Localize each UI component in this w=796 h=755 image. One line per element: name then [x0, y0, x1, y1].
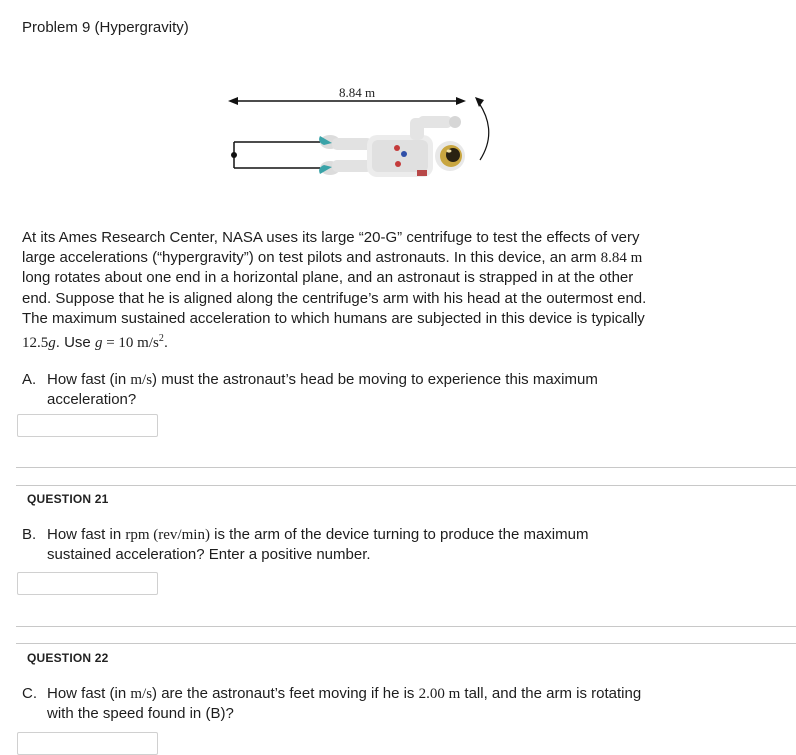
- problem-title: [22, 19, 189, 36]
- statement-line-1: At its Ames Research Center, NASA uses its large “20-G” centrifuge to test the effects of very: [22, 229, 640, 246]
- question-b-line-1-post: is the arm of the device turning to produce the maximum: [209, 526, 589, 543]
- question-b-letter: B.: [22, 526, 37, 543]
- question-b-text: [47, 525, 727, 565]
- statement-line-2: [22, 248, 692, 268]
- problem-statement: [22, 228, 692, 353]
- question-c-unit: m/s: [130, 686, 153, 702]
- question-c-line-1-post: tall, and the arm is rotating: [460, 685, 642, 702]
- rotation-arc: [479, 103, 489, 160]
- pivot-point: [231, 152, 237, 158]
- g-unit-exponent: 2: [158, 333, 164, 345]
- divider-1: [16, 467, 796, 468]
- arm-length-label: 8.84 m: [338, 85, 376, 100]
- arm-length-value: 8.84 m: [600, 250, 643, 267]
- centrifuge-diagram: [222, 80, 502, 190]
- statement-line-6-mid: . Use: [55, 334, 95, 352]
- answer-a-input[interactable]: [17, 414, 158, 437]
- statement-line-6: [22, 329, 692, 353]
- problem-name: (Hypergravity): [94, 19, 189, 36]
- problem-prefix: Problem: [22, 19, 83, 36]
- question-c-line-2: with the speed found in (B)?: [47, 705, 234, 722]
- question-b-line-1: [47, 525, 727, 545]
- question-b-unit: rpm (rev/min): [125, 527, 210, 543]
- statement-line-3: long rotates about one end in a horizontal plane, and an astronaut is strapped in at the other: [22, 269, 634, 287]
- question-a-text: [47, 370, 727, 410]
- answer-b-input[interactable]: [17, 572, 158, 595]
- question-c: [22, 684, 742, 726]
- max-acceleration-value: 12.5: [22, 335, 49, 352]
- g-equation: = 10 m/s: [102, 335, 159, 352]
- question-21-label: QUESTION 21: [27, 492, 109, 506]
- question-a-line-1-pre: How fast (in: [47, 371, 131, 388]
- statement-line-5: The maximum sustained acceleration to which humans are subjected in this device is typically: [22, 309, 645, 327]
- question-c-line-1-mid: ) are the astronaut’s feet moving if he is: [152, 685, 419, 702]
- question-a-line-2: acceleration?: [47, 391, 137, 408]
- question-a-line-1: [47, 370, 727, 390]
- statement-line-2-text: large accelerations (“hypergravity”) on test pilots and astronauts. In this device, an arm: [22, 249, 601, 267]
- g-symbol-2: g: [94, 335, 103, 352]
- question-a-line-1-post: ) must the astronaut’s head be moving to experience this maximum: [152, 371, 598, 388]
- divider-4: [16, 643, 796, 644]
- dimension-arrow-right: [456, 97, 466, 105]
- question-22-label: QUESTION 22: [27, 651, 109, 665]
- question-c-text: [47, 684, 727, 724]
- divider-3: [16, 626, 796, 627]
- dimension-arrow-left: [228, 97, 238, 105]
- question-b-line-1-pre: How fast in: [47, 526, 126, 543]
- astronaut-figure: [319, 116, 465, 177]
- question-a-letter: A.: [22, 371, 37, 388]
- question-b: [22, 525, 722, 567]
- question-c-line-1-pre: How fast (in: [47, 685, 131, 702]
- question-c-letter: C.: [22, 685, 37, 702]
- g-symbol: g: [48, 335, 56, 352]
- statement-line-6-end: .: [163, 334, 168, 352]
- statement-line-4: end. Suppose that he is aligned along the centrifuge’s arm with his head at the outermost end.: [22, 289, 647, 307]
- question-a: [22, 370, 722, 412]
- answer-c-input[interactable]: [17, 732, 158, 755]
- problem-number: 9: [82, 19, 91, 36]
- divider-2: [16, 485, 796, 486]
- question-b-line-2: sustained acceleration? Enter a positive number.: [47, 546, 371, 563]
- rotation-arrow-head: [475, 97, 484, 107]
- question-c-line-1: [47, 684, 727, 704]
- question-a-unit: m/s: [130, 372, 153, 388]
- astronaut-height-value: 2.00 m: [418, 686, 461, 702]
